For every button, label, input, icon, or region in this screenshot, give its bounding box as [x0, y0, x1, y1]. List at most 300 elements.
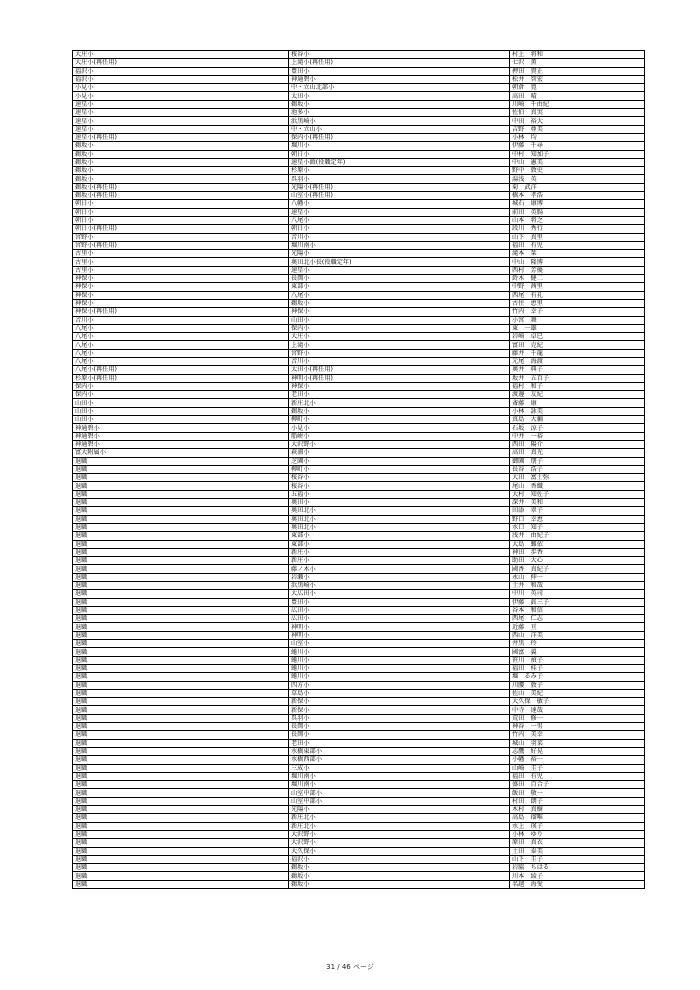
new-school-cell: 速星小: [289, 208, 510, 216]
table-row: [73, 772, 645, 780]
teacher-name-cell: 橋本 孝浩: [510, 192, 645, 200]
new-school-cell: 光陽小(再任用): [289, 183, 510, 191]
new-school-cell: 豊田小: [289, 67, 510, 75]
previous-school-cell: 退職: [73, 714, 289, 722]
new-school-cell: 水橋東部小: [289, 747, 510, 755]
teacher-name-cell: 水上 瑛子: [510, 822, 645, 830]
table-row: [73, 681, 645, 689]
new-school-cell: 速星小頭(役職定年): [289, 158, 510, 166]
previous-school-cell: 朝日小: [73, 216, 289, 224]
previous-school-cell: 八尾小: [73, 333, 289, 341]
new-school-cell: 蜷川小: [289, 656, 510, 664]
previous-school-cell: 速星小: [73, 125, 289, 133]
table-row: [73, 731, 645, 739]
new-school-cell: 鵜坂小: [289, 407, 510, 415]
table-row: [73, 532, 645, 540]
previous-school-cell: 退職: [73, 557, 289, 565]
teacher-name-cell: 中山 隆博: [510, 258, 645, 266]
new-school-cell: 上滝小: [289, 341, 510, 349]
new-school-cell: 老田小: [289, 391, 510, 399]
previous-school-cell: 神保小: [73, 291, 289, 299]
table-row: [73, 465, 645, 473]
previous-school-cell: 音川小: [73, 316, 289, 324]
new-school-cell: 山室小(再任用): [289, 192, 510, 200]
teacher-name-cell: 國香 真紀子: [510, 565, 645, 573]
teacher-name-cell: 大田 富士弥: [510, 474, 645, 482]
previous-school-cell: 朝日小: [73, 200, 289, 208]
new-school-cell: 水橋西部小: [289, 756, 510, 764]
new-school-cell: 大庄小: [289, 333, 510, 341]
teacher-name-cell: 湯浅 英: [510, 175, 645, 183]
teacher-name-cell: 尾山 香織: [510, 482, 645, 490]
new-school-cell: 大広田小: [289, 590, 510, 598]
previous-school-cell: 退職: [73, 573, 289, 581]
teacher-name-cell: 竹内 幸子: [510, 308, 645, 316]
previous-school-cell: 退職: [73, 847, 289, 855]
table-row: [73, 781, 645, 789]
new-school-cell: 鵜坂小: [289, 880, 510, 888]
table-row: [73, 158, 645, 166]
teacher-name-cell: 七沢 薫: [510, 59, 645, 67]
previous-school-cell: 八尾小: [73, 341, 289, 349]
new-school-cell: 奥田北小: [289, 515, 510, 523]
table-row: [73, 797, 645, 805]
new-school-cell: 鵜坂小: [289, 864, 510, 872]
teacher-name-cell: 谷本 和信: [510, 606, 645, 614]
table-row: [73, 250, 645, 258]
new-school-cell: 光陽小: [289, 250, 510, 258]
table-row: [73, 623, 645, 631]
previous-school-cell: 八尾小: [73, 349, 289, 357]
new-school-cell: 五福小: [289, 490, 510, 498]
previous-school-cell: 退職: [73, 490, 289, 498]
teacher-name-cell: 野中 敦史: [510, 167, 645, 175]
teacher-name-cell: 井黒 玲: [510, 640, 645, 648]
teacher-name-cell: 堀 るみ子: [510, 673, 645, 681]
new-school-cell: 杉原小: [289, 167, 510, 175]
previous-school-cell: 古里小: [73, 258, 289, 266]
personnel-table: [72, 50, 645, 889]
previous-school-cell: 退職: [73, 457, 289, 465]
table-row: [73, 399, 645, 407]
new-school-cell: 広田小: [289, 606, 510, 614]
new-school-cell: 広田小: [289, 615, 510, 623]
table-row: [73, 142, 645, 150]
new-school-cell: 藤ノ木小: [289, 565, 510, 573]
new-school-cell: 新庄北小: [289, 814, 510, 822]
new-school-cell: 上滝小(再任用): [289, 59, 510, 67]
table-row: [73, 341, 645, 349]
table-row: [73, 573, 645, 581]
teacher-name-cell: 高島 瑠唯: [510, 814, 645, 822]
table-row: [73, 275, 645, 283]
table-row: [73, 872, 645, 880]
table-row: [73, 175, 645, 183]
previous-school-cell: 神通碧小: [73, 432, 289, 440]
table-row: [73, 523, 645, 531]
previous-school-cell: 退職: [73, 532, 289, 540]
previous-school-cell: 宮野小(再任用): [73, 241, 289, 249]
previous-school-cell: 退職: [73, 855, 289, 863]
teacher-name-cell: 佐伯 真実: [510, 109, 645, 117]
new-school-cell: 音川小: [289, 357, 510, 365]
teacher-name-cell: 岩崎 卓巳: [510, 333, 645, 341]
teacher-name-cell: 藤井 千龍: [510, 349, 645, 357]
teacher-name-cell: 西尾 有礼: [510, 291, 645, 299]
table-row: [73, 59, 645, 67]
table-row: [73, 233, 645, 241]
previous-school-cell: 退職: [73, 565, 289, 573]
previous-school-cell: 退職: [73, 681, 289, 689]
new-school-cell: 草島小: [289, 689, 510, 697]
previous-school-cell: 退職: [73, 772, 289, 780]
new-school-cell: 蜷川小: [289, 664, 510, 672]
previous-school-cell: 山田小: [73, 416, 289, 424]
new-school-cell: 神通碧小: [289, 75, 510, 83]
new-school-cell: 八尾小: [289, 291, 510, 299]
teacher-name-cell: 西村 芳優: [510, 266, 645, 274]
table-row: [73, 814, 645, 822]
new-school-cell: 中・立山小: [289, 125, 510, 133]
teacher-name-cell: 真島 大輔: [510, 416, 645, 424]
previous-school-cell: 神保小(再任用): [73, 308, 289, 316]
table-row: [73, 324, 645, 332]
teacher-name-cell: 長谷 浩子: [510, 465, 645, 473]
previous-school-cell: 八尾小: [73, 357, 289, 365]
previous-school-cell: 退職: [73, 507, 289, 515]
table-row: [73, 714, 645, 722]
table-row: [73, 449, 645, 457]
new-school-cell: 蜷川小: [289, 673, 510, 681]
teacher-name-cell: 朝倉 寛: [510, 84, 645, 92]
table-row: [73, 664, 645, 672]
new-school-cell: 朝日小: [289, 150, 510, 158]
teacher-name-cell: 山崎 圭子: [510, 764, 645, 772]
previous-school-cell: 鵜坂小(再任用): [73, 183, 289, 191]
table-row: [73, 723, 645, 731]
teacher-name-cell: 近藤 亘: [510, 623, 645, 631]
teacher-name-cell: 川腰 敦子: [510, 681, 645, 689]
new-school-cell: 芝園小: [289, 457, 510, 465]
previous-school-cell: 退職: [73, 689, 289, 697]
new-school-cell: 桜谷小: [289, 474, 510, 482]
table-row: [73, 416, 645, 424]
table-row: [73, 806, 645, 814]
new-school-cell: 山室小: [289, 640, 510, 648]
teacher-name-cell: 高田 真光: [510, 449, 645, 457]
table-row: [73, 482, 645, 490]
teacher-name-cell: 山下 圭子: [510, 855, 645, 863]
teacher-name-cell: 名越 海愛: [510, 880, 645, 888]
table-row: [73, 291, 645, 299]
new-school-cell: 桜谷小: [289, 482, 510, 490]
previous-school-cell: 神通碧小: [73, 440, 289, 448]
new-school-cell: 呉羽小: [289, 714, 510, 722]
previous-school-cell: 退職: [73, 756, 289, 764]
previous-school-cell: 退職: [73, 698, 289, 706]
teacher-name-cell: 福田 有児: [510, 772, 645, 780]
table-row: [73, 200, 645, 208]
table-row: [73, 739, 645, 747]
new-school-cell: 八幡小: [289, 200, 510, 208]
teacher-name-cell: 西尾 仁志: [510, 615, 645, 623]
previous-school-cell: 退職: [73, 822, 289, 830]
table-row: [73, 258, 645, 266]
previous-school-cell: 退職: [73, 615, 289, 623]
previous-school-cell: 退職: [73, 789, 289, 797]
previous-school-cell: 鵜坂小: [73, 167, 289, 175]
new-school-cell: 浜黒崎小: [289, 117, 510, 125]
new-school-cell: 奥田北小: [289, 523, 510, 531]
table-row: [73, 457, 645, 465]
new-school-cell: 保内小: [289, 324, 510, 332]
table-row: [73, 582, 645, 590]
teacher-name-cell: 中井 一裕: [510, 432, 645, 440]
teacher-name-cell: 佐山 美紀: [510, 689, 645, 697]
teacher-name-cell: 大島 難依: [510, 540, 645, 548]
teacher-name-cell: 大村 知佐子: [510, 490, 645, 498]
table-row: [73, 125, 645, 133]
new-school-cell: 池多小: [289, 109, 510, 117]
teacher-name-cell: 浅井 由紀子: [510, 532, 645, 540]
previous-school-cell: 鵜坂小: [73, 150, 289, 158]
table-row: [73, 822, 645, 830]
previous-school-cell: 八尾小(再任用): [73, 366, 289, 374]
table-row: [73, 880, 645, 888]
previous-school-cell: 鵜坂小: [73, 175, 289, 183]
table-row: [73, 540, 645, 548]
personnel-table-body: [73, 51, 645, 889]
new-school-cell: 呉羽小: [289, 175, 510, 183]
new-school-cell: 山室中部小: [289, 797, 510, 805]
table-row: [73, 490, 645, 498]
table-row: [73, 117, 645, 125]
teacher-name-cell: 田添 翠子: [510, 507, 645, 515]
teacher-name-cell: 深井 美和: [510, 499, 645, 507]
new-school-cell: 音川小: [289, 233, 510, 241]
table-row: [73, 789, 645, 797]
teacher-name-cell: 東 一雄: [510, 324, 645, 332]
new-school-cell: 宮野小: [289, 349, 510, 357]
teacher-name-cell: 伊藤 千尋: [510, 142, 645, 150]
previous-school-cell: 退職: [73, 631, 289, 639]
teacher-name-cell: 前田 英腸: [510, 208, 645, 216]
previous-school-cell: 保内小: [73, 391, 289, 399]
table-row: [73, 474, 645, 482]
previous-school-cell: 退職: [73, 499, 289, 507]
new-school-cell: 大沢野小: [289, 839, 510, 847]
new-school-cell: 東部小: [289, 283, 510, 291]
teacher-name-cell: 西山 洋美: [510, 631, 645, 639]
previous-school-cell: 鵜坂小: [73, 158, 289, 166]
table-row: [73, 689, 645, 697]
table-row: [73, 266, 645, 274]
previous-school-cell: 退職: [73, 764, 289, 772]
new-school-cell: 小見小: [289, 424, 510, 432]
previous-school-cell: 速星小: [73, 100, 289, 108]
previous-school-cell: 退職: [73, 781, 289, 789]
previous-school-cell: 退職: [73, 814, 289, 822]
new-school-cell: 大久保小: [289, 847, 510, 855]
previous-school-cell: 退職: [73, 806, 289, 814]
previous-school-cell: 退職: [73, 830, 289, 838]
previous-school-cell: 退職: [73, 515, 289, 523]
new-school-cell: 三成小: [289, 764, 510, 772]
teacher-name-cell: 菊 武洋: [510, 183, 645, 191]
new-school-cell: 岩瀬小: [289, 573, 510, 581]
new-school-cell: 保内小(再任用): [289, 133, 510, 141]
table-row: [73, 283, 645, 291]
previous-school-cell: 速星小: [73, 109, 289, 117]
teacher-name-cell: 永山 伸一: [510, 573, 645, 581]
new-school-cell: 光陽小: [289, 806, 510, 814]
table-row: [73, 855, 645, 863]
teacher-name-cell: 木村 真樹: [510, 806, 645, 814]
table-row: [73, 299, 645, 307]
table-row: [73, 440, 645, 448]
teacher-name-cell: 西田 陽介: [510, 440, 645, 448]
teacher-name-cell: 段川 秀行: [510, 225, 645, 233]
previous-school-cell: 退職: [73, 723, 289, 731]
previous-school-cell: 神保小: [73, 283, 289, 291]
teacher-name-cell: 福田 有児: [510, 241, 645, 249]
teacher-name-cell: 中村 知加子: [510, 150, 645, 158]
new-school-cell: 神保小: [289, 382, 510, 390]
previous-school-cell: 山田小: [73, 407, 289, 415]
new-school-cell: 船峅小: [289, 432, 510, 440]
teacher-name-cell: 福田 桂子: [510, 664, 645, 672]
previous-school-cell: 古里小: [73, 250, 289, 258]
page-number: 31 / 46 ページ: [326, 963, 374, 971]
teacher-name-cell: 志鷹 好晃: [510, 747, 645, 755]
teacher-name-cell: 盛田 百合子: [510, 781, 645, 789]
previous-school-cell: 退職: [73, 482, 289, 490]
previous-school-cell: 退職: [73, 582, 289, 590]
teacher-name-cell: 元尾 海渡: [510, 357, 645, 365]
table-row: [73, 615, 645, 623]
previous-school-cell: 退職: [73, 540, 289, 548]
previous-school-cell: 退職: [73, 872, 289, 880]
teacher-name-cell: 城山 羽菜: [510, 739, 645, 747]
previous-school-cell: 退職: [73, 739, 289, 747]
teacher-name-cell: 小林 詠美: [510, 407, 645, 415]
previous-school-cell: 退職: [73, 797, 289, 805]
table-row: [73, 764, 645, 772]
table-row: [73, 606, 645, 614]
new-school-cell: 神明小: [289, 623, 510, 631]
new-school-cell: 堀川南小: [289, 772, 510, 780]
new-school-cell: 中・立山北部小: [289, 84, 510, 92]
new-school-cell: 堀川南小: [289, 241, 510, 249]
teacher-name-cell: 土田 泰美: [510, 847, 645, 855]
teacher-name-cell: 城石 康博: [510, 200, 645, 208]
teacher-name-cell: 吉野 亜美: [510, 125, 645, 133]
new-school-cell: 奥田小: [289, 499, 510, 507]
new-school-cell: 新庄小: [289, 557, 510, 565]
table-row: [73, 507, 645, 515]
table-row: [73, 225, 645, 233]
teacher-name-cell: 山下 真里: [510, 233, 645, 241]
previous-school-cell: 小見小: [73, 92, 289, 100]
previous-school-cell: 退職: [73, 839, 289, 847]
table-row: [73, 830, 645, 838]
new-school-cell: 新庄北小: [289, 399, 510, 407]
new-school-cell: 四方小: [289, 681, 510, 689]
new-school-cell: 太田小: [289, 92, 510, 100]
table-row: [73, 333, 645, 341]
new-school-cell: 朝日小: [289, 225, 510, 233]
teacher-name-cell: 小宮 舞: [510, 316, 645, 324]
table-row: [73, 631, 645, 639]
teacher-name-cell: 押田 貴正: [510, 67, 645, 75]
table-row: [73, 424, 645, 432]
table-row: [73, 432, 645, 440]
new-school-cell: 鵜坂小: [289, 872, 510, 880]
previous-school-cell: 小見小: [73, 84, 289, 92]
new-school-cell: 蜷川小: [289, 648, 510, 656]
new-school-cell: 柳町小: [289, 416, 510, 424]
teacher-name-cell: 中川 英司: [510, 590, 645, 598]
previous-school-cell: 退職: [73, 548, 289, 556]
previous-school-cell: 退職: [73, 598, 289, 606]
new-school-cell: 神明小(再任用): [289, 374, 510, 382]
previous-school-cell: 退職: [73, 747, 289, 755]
teacher-name-cell: 中田 裕大: [510, 117, 645, 125]
new-school-cell: 新保小: [289, 706, 510, 714]
teacher-name-cell: 坂井 五百子: [510, 374, 645, 382]
teacher-name-cell: 國富 翼: [510, 648, 645, 656]
previous-school-cell: 退職: [73, 706, 289, 714]
new-school-cell: 長岡小: [289, 723, 510, 731]
table-row: [73, 673, 645, 681]
new-school-cell: 太田小(再任用): [289, 366, 510, 374]
previous-school-cell: 退職: [73, 864, 289, 872]
table-row: [73, 308, 645, 316]
previous-school-cell: 退職: [73, 664, 289, 672]
previous-school-cell: 退職: [73, 465, 289, 473]
new-school-cell: 老田小: [289, 739, 510, 747]
table-row: [73, 374, 645, 382]
table-row: [73, 499, 645, 507]
new-school-cell: 大沢野小: [289, 440, 510, 448]
previous-school-cell: 山田小: [73, 399, 289, 407]
teacher-name-cell: 富田 克紀: [510, 341, 645, 349]
teacher-name-cell: 小林 ゆり: [510, 830, 645, 838]
table-row: [73, 150, 645, 158]
previous-school-cell: 神保小: [73, 275, 289, 283]
new-school-cell: 神明小: [289, 631, 510, 639]
new-school-cell: 豊田小: [289, 598, 510, 606]
new-school-cell: 速星小: [289, 266, 510, 274]
teacher-name-cell: 鈴木 健二: [510, 275, 645, 283]
table-row: [73, 698, 645, 706]
previous-school-cell: 古里小: [73, 266, 289, 274]
previous-school-cell: 朝日小(再任用): [73, 225, 289, 233]
table-row: [73, 357, 645, 365]
previous-school-cell: 鵜坂小(再任用): [73, 192, 289, 200]
table-row: [73, 316, 645, 324]
table-row: [73, 747, 645, 755]
table-row: [73, 92, 645, 100]
new-school-cell: 奥田北小長(役職定年): [289, 258, 510, 266]
table-row: [73, 515, 645, 523]
new-school-cell: 新保小: [289, 698, 510, 706]
table-row: [73, 391, 645, 399]
table-row: [73, 565, 645, 573]
new-school-cell: 浜黒崎小: [289, 582, 510, 590]
teacher-name-cell: 飯田 敬一: [510, 789, 645, 797]
table-row: [73, 640, 645, 648]
